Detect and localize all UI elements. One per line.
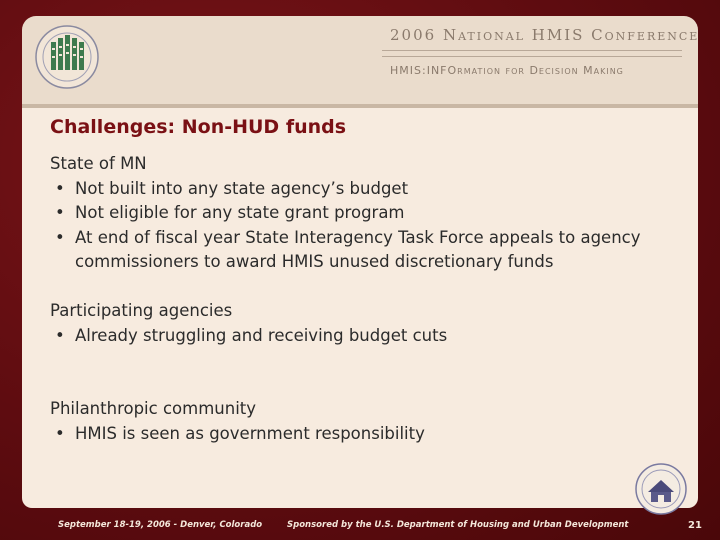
hud-seal-icon — [634, 462, 688, 516]
conference-tagline: HMIS:INFOrmation for Decision Making — [390, 64, 624, 77]
section-heading-agencies: Participating agencies — [50, 301, 233, 320]
slide-body — [50, 152, 670, 446]
slide-title: Challenges: Non-HUD funds — [50, 116, 347, 138]
bullet-list-agencies — [50, 324, 670, 349]
bullet-item: • Already struggling and receiving budget cuts — [50, 324, 670, 349]
footer-dates: September 18-19, 2006 - Denver, Colorado — [58, 520, 263, 530]
footer-sponsor: Sponsored by the U.S. Department of Housing and Urban Development — [287, 520, 629, 530]
header-rule-top — [382, 50, 682, 51]
spacer — [50, 348, 670, 373]
bullet-item: • Not eligible for any state grant program — [50, 201, 670, 226]
bullet-list-philanthropic — [50, 422, 670, 447]
spacer — [50, 373, 670, 398]
bullet-item: • At end of fiscal year State Interagency Task Force appeals to agency commissioners to award HMIS unused discretionary funds — [50, 226, 670, 275]
bullet-list-state — [50, 177, 670, 275]
page-number: 21 — [688, 520, 702, 531]
bullet-item: • HMIS is seen as government responsibility — [50, 422, 670, 447]
conference-title: 2006 National HMIS Conference — [390, 26, 700, 44]
spacer — [50, 275, 670, 300]
section-heading-state: State of MN — [50, 154, 147, 173]
header-rule-bottom — [382, 56, 682, 57]
bullet-item: • Not built into any state agency’s budget — [50, 177, 670, 202]
hud-logo-icon — [34, 24, 100, 90]
section-heading-philanthropic: Philanthropic community — [50, 399, 257, 418]
